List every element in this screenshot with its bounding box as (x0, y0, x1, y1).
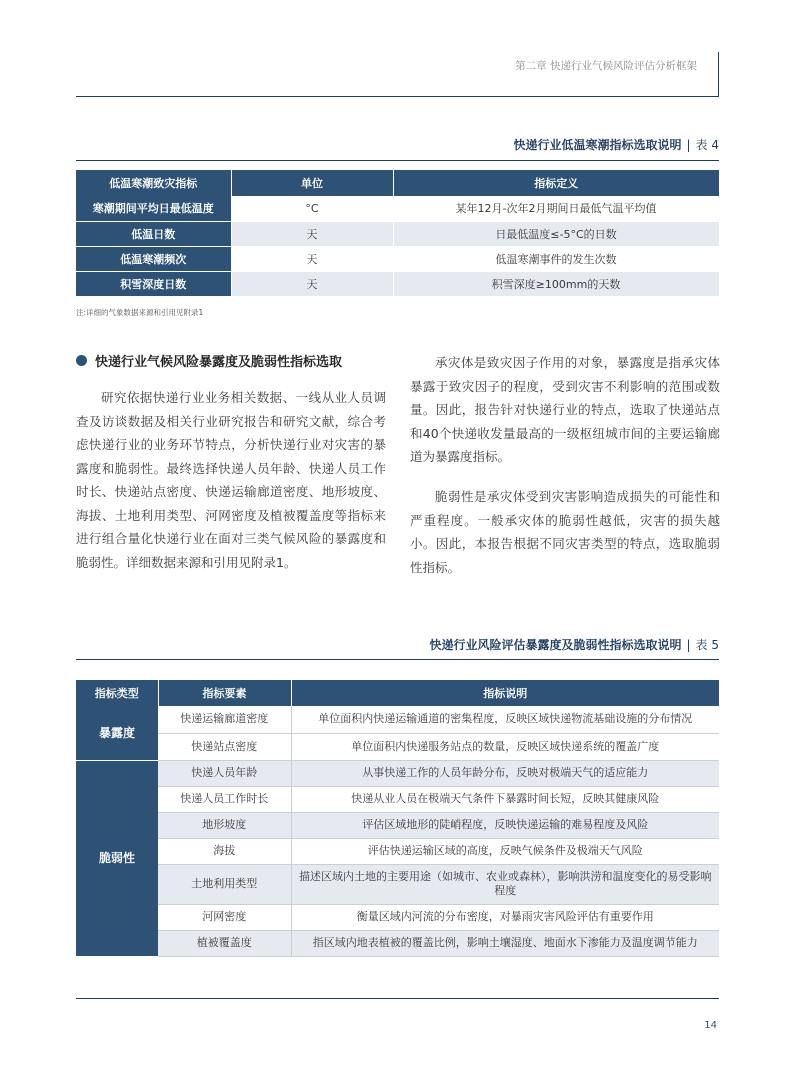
group-vulnerability-cell: 脆弱性 (76, 760, 158, 956)
bullet-dot-icon (76, 355, 87, 366)
unit-cell: 天 (231, 271, 393, 296)
table5-caption-title: 快递行业风险评估暴露度及脆弱性指标选取说明 (429, 638, 682, 652)
unit-cell: 天 (231, 246, 393, 271)
element-cell: 快递站点密度 (158, 733, 291, 760)
table-row (76, 733, 719, 760)
table5-col-type: 指标类型 (76, 680, 158, 706)
table-row (76, 760, 719, 786)
indicator-cell: 积雪深度日数 (76, 271, 231, 296)
indicator-cell: 低温日数 (76, 221, 231, 246)
description-cell: 评估区域地形的陡峭程度，反映快递运输的难易程度及风险 (291, 812, 719, 838)
description-cell: 单位面积内快递服务站点的数量，反映区域快递系统的覆盖广度 (291, 733, 719, 760)
element-cell: 河网密度 (158, 904, 291, 930)
table5-header-row (76, 680, 719, 706)
header-vertical-bar (718, 52, 719, 97)
table-row (76, 271, 719, 296)
definition-cell: 低温寒潮事件的发生次数 (393, 246, 719, 271)
table-row (76, 904, 719, 930)
section-title (76, 351, 342, 370)
table4-col-unit: 单位 (231, 170, 393, 196)
element-cell: 海拔 (158, 838, 291, 864)
element-cell: 快递人员年龄 (158, 760, 291, 786)
right-paragraph-exposure: 承灾体是致灾因子作用的对象，暴露度是指承灾体暴露于致灾因子的程度，受到灾害不利影响的范围或数量。因此，报告针对快递行业的特点，选取了快递站点和40个快递收发量最高的一级枢纽城市间的主要运输廊道为暴露度指标。 (410, 355, 720, 464)
table4-col-definition: 指标定义 (393, 170, 719, 196)
unit-cell: 天 (231, 221, 393, 246)
table-row (76, 812, 719, 838)
table5-col-description: 指标说明 (291, 680, 719, 706)
left-paragraph: 研究依据快递行业业务相关数据、一线从业人员调查及访谈数据及相关行业研究报告和研究文献，综合考虑快递行业的业务环节特点，分析快递行业对灾害的暴露度和脆弱性。最终选择快递人员年龄、快递人员工作时长、快递站点密度、快递运输廊道密度、地形坡度、海拔、土地利用类型、河网密度及植被覆盖度等指标来进行组合量化快递行业在面对三类气候风险的暴露度和脆弱性。详细数据来源和引用见附录1。 (76, 390, 386, 570)
table4-number: 表 4 (695, 138, 719, 152)
caption-separator: | (686, 138, 691, 152)
indicator-cell: 低温寒潮频次 (76, 246, 231, 271)
table4-note: 注:详细的气象数据来源和引用见附录1 (76, 308, 204, 317)
unit-cell: °C (231, 196, 393, 221)
right-paragraph-vulnerability: 脆弱性是承灾体受到灾害影响造成损失的可能性和严重程度。一般承灾体的脆弱性越低，灾害的损失越小。因此，本报告根据不同灾害类型的特点，选取脆弱性指标。 (410, 489, 720, 575)
table4-caption-rule (76, 160, 719, 161)
definition-cell: 某年12月-次年2月期间日最低气温平均值 (393, 196, 719, 221)
table5-col-element: 指标要素 (158, 680, 291, 706)
definition-cell: 日最低温度≤-5°C的日数 (393, 221, 719, 246)
group-exposure-cell: 暴露度 (76, 706, 158, 760)
table4-caption-title: 快递行业低温寒潮指标选取说明 (513, 138, 682, 152)
table4 (76, 170, 720, 296)
description-cell: 从事快递工作的人员年龄分布，反映对极端天气的适应能力 (291, 760, 719, 786)
table5-caption-rule (76, 659, 719, 660)
table-row (76, 838, 719, 864)
element-cell: 快递人员工作时长 (158, 786, 291, 812)
element-cell: 土地利用类型 (158, 864, 291, 904)
description-cell: 衡量区域内河流的分布密度，对暴雨灾害风险评估有重要作用 (291, 904, 719, 930)
table-row (76, 196, 719, 221)
section-title-text: 快递行业气候风险暴露度及脆弱性指标选取 (95, 355, 343, 370)
indicator-cell: 寒潮期间平均日最低温度 (76, 196, 231, 221)
table4-header-row (76, 170, 719, 196)
table-row (76, 221, 719, 246)
table-row (76, 786, 719, 812)
table-row (76, 706, 719, 733)
caption-separator: | (686, 638, 691, 652)
element-cell: 地形坡度 (158, 812, 291, 838)
running-header: 第二章 快递行业气候风险评估分析框架 (515, 60, 697, 72)
description-cell: 描述区域内土地的主要用途（如城市、农业或森林），影响洪涝和温度变化的易受影响程度 (291, 864, 719, 904)
table5-caption (429, 636, 719, 653)
table-row (76, 246, 719, 271)
table4-col-indicator: 低温寒潮致灾指标 (76, 170, 231, 196)
element-cell: 快递运输廊道密度 (158, 706, 291, 733)
description-cell: 指区域内地表植被的覆盖比例，影响土壤湿度、地面水下渗能力及温度调节能力 (291, 930, 719, 956)
description-cell: 快递从业人员在极端天气条件下暴露时间长短，反映其健康风险 (291, 786, 719, 812)
table-row (76, 864, 719, 904)
table4-caption (513, 136, 719, 153)
page-number: 14 (704, 1020, 717, 1031)
description-cell: 单位面积内快递运输通道的密集程度，反映区域快递物流基础设施的分布情况 (291, 706, 719, 733)
table5 (76, 680, 719, 957)
definition-cell: 积雪深度≥100mm的天数 (393, 271, 719, 296)
header-rule (76, 96, 719, 97)
table-row (76, 930, 719, 956)
table5-number: 表 5 (695, 638, 719, 652)
footer-rule (76, 998, 719, 999)
element-cell: 植被覆盖度 (158, 930, 291, 956)
description-cell: 评估快递运输区域的高度，反映气候条件及极端天气风险 (291, 838, 719, 864)
